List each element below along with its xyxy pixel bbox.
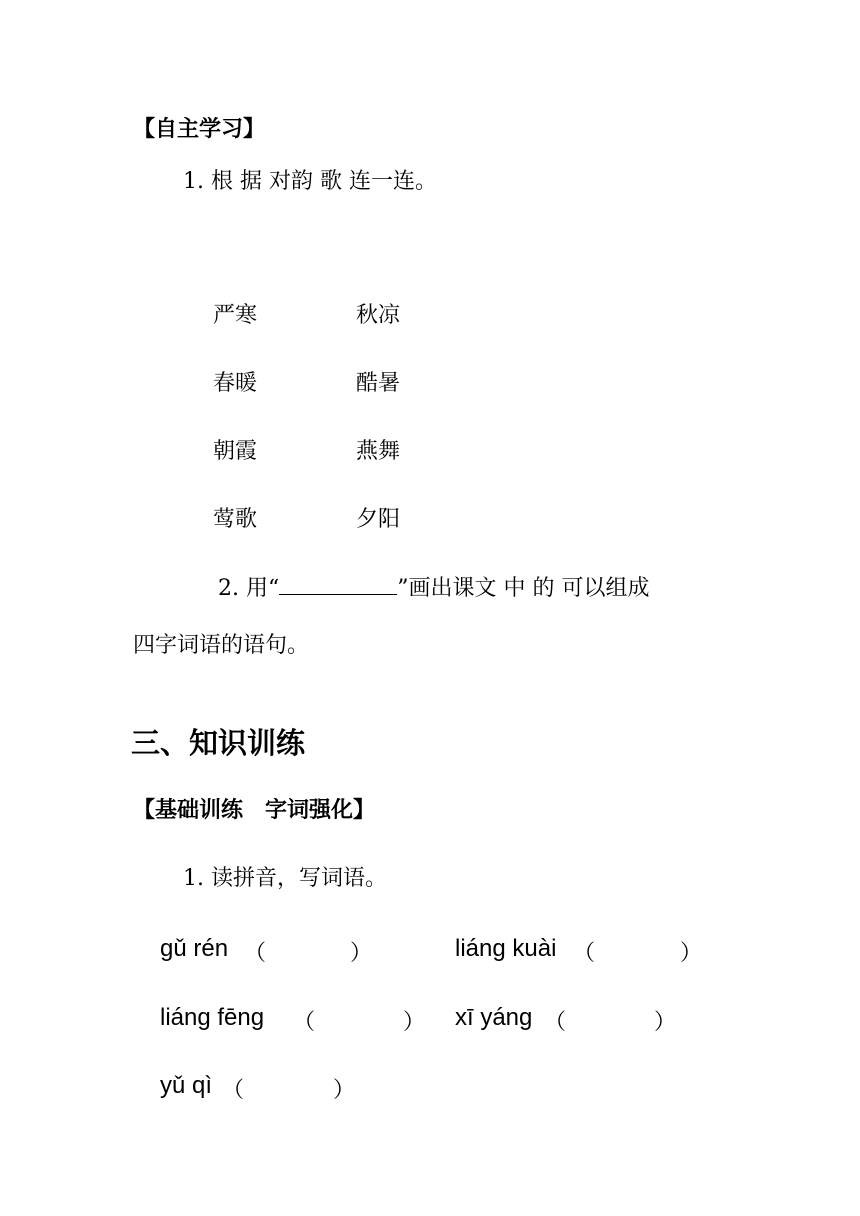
underline-blank	[279, 574, 397, 595]
pinyin-text: liáng fēng	[160, 1004, 265, 1031]
right-word: 酷暑	[356, 371, 401, 396]
close-quote: ”	[397, 576, 409, 601]
question-2-instruction	[218, 571, 649, 602]
open-paren: （	[222, 1078, 245, 1103]
pinyin-text: gǔ rén	[160, 935, 229, 962]
left-word: 朝霞	[213, 439, 258, 464]
close-paren: ）	[403, 1010, 426, 1035]
left-word: 莺歌	[213, 507, 258, 532]
close-paren: ）	[333, 1078, 356, 1103]
open-paren: （	[293, 1010, 316, 1035]
pinyin-text: xī yáng	[455, 1004, 533, 1031]
close-paren: ）	[654, 1010, 677, 1035]
question-2-number: 2. 用	[218, 576, 268, 601]
question-2-continuation: 四字词语的语句。	[133, 633, 310, 658]
open-paren: （	[544, 1010, 567, 1035]
pinyin-question-instruction: 1. 读拼音，写词语。	[183, 866, 387, 891]
question-1-instruction: 1. 根 据 对韵 歌 连一连。	[183, 169, 437, 194]
open-paren: （	[573, 941, 596, 966]
open-quote: “	[267, 576, 280, 601]
open-paren: （	[244, 941, 267, 966]
self-study-heading: 【自主学习】	[133, 116, 266, 142]
right-word: 夕阳	[356, 507, 401, 532]
close-paren: ）	[350, 941, 373, 966]
left-word: 严寒	[213, 303, 258, 328]
pinyin-text: liáng kuài	[455, 935, 557, 962]
basic-training-heading: 【基础训练 字词强化】	[133, 797, 376, 823]
pinyin-text: yǔ qì	[160, 1072, 213, 1099]
left-word: 春暖	[213, 371, 258, 396]
right-word: 燕舞	[356, 439, 401, 464]
close-paren: ）	[680, 941, 703, 966]
question-2-text: 画出课文 中 的 可以组成	[408, 576, 650, 601]
section-title: 三、知识训练	[131, 726, 306, 760]
right-word: 秋凉	[356, 303, 401, 328]
